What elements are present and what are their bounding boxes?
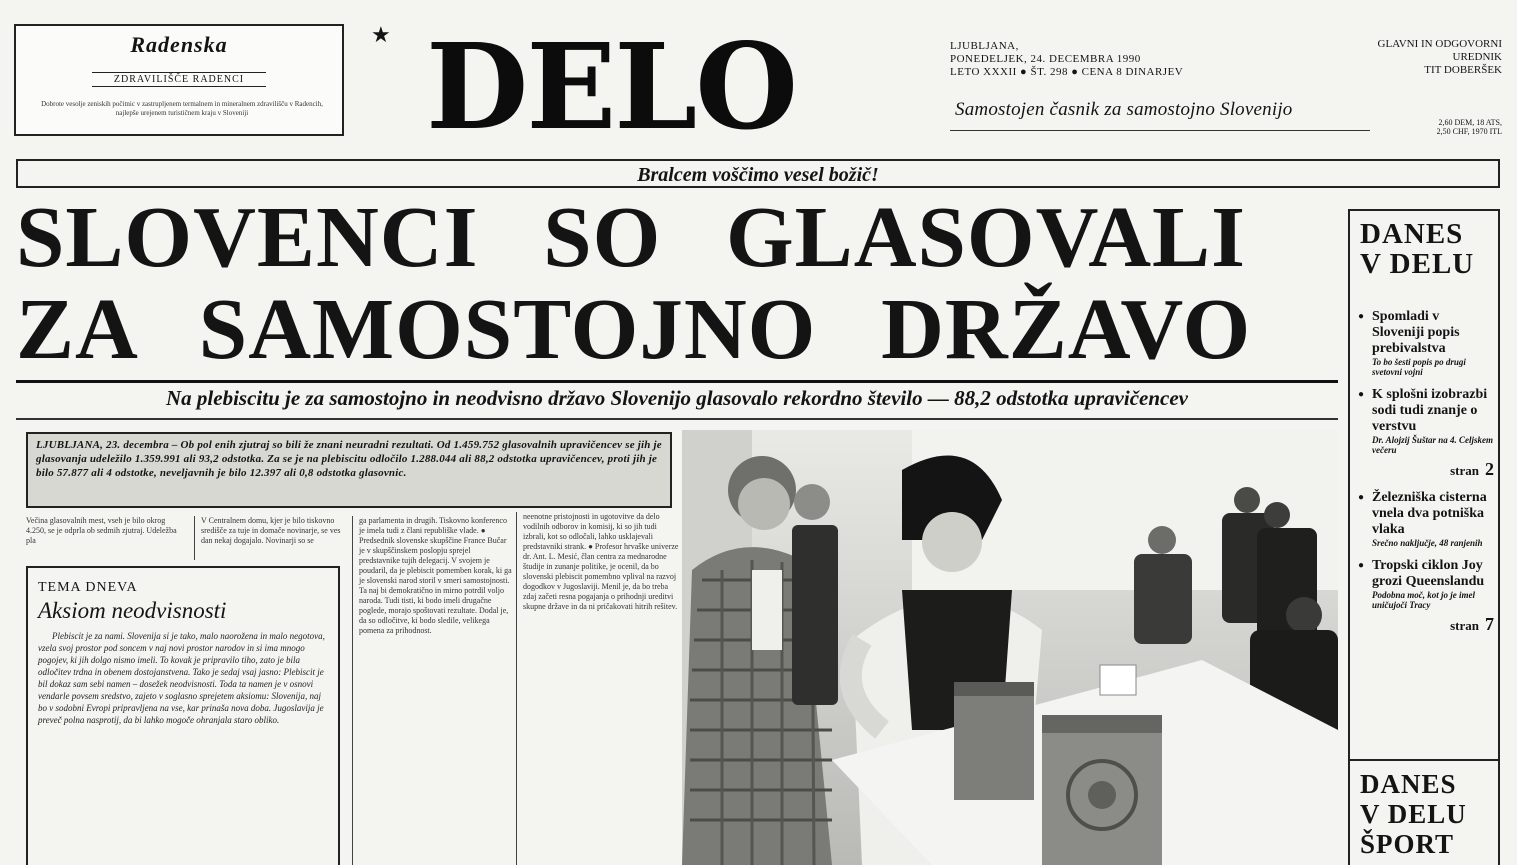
foreign-prices (1400, 118, 1502, 136)
headline-line-2: ZA SAMOSTOJNO DRŽAVO (16, 280, 1252, 377)
sidebar-item-summary: Srečno naključje, 48 ranjenih (1372, 538, 1483, 548)
sport-section-teaser (1350, 759, 1498, 859)
feature-topic-box (26, 566, 340, 865)
sidebar-item-title: ● K splošni izobrazbi sodi tudi znanje o verstvu (1358, 387, 1494, 435)
sport-line-3: ŠPORT (1360, 829, 1455, 859)
editor-role-2: UREDNIK (1452, 51, 1502, 63)
voting-photo-illustration (682, 430, 1338, 865)
editor-name: TIT DOBERŠEK (1424, 64, 1502, 76)
sidebar-item-title: ● Železniška cisterna vnela dva potniška vlaka (1358, 490, 1494, 538)
dateline-city: LJUBLJANA, (950, 40, 1019, 52)
radenska-advertisement (14, 24, 344, 136)
headline-divider (16, 380, 1338, 383)
ad-brand: Radenska (130, 32, 228, 57)
editor-credit (1310, 38, 1502, 77)
newspaper-logo: DELO (426, 17, 797, 156)
editor-role: GLAVNI IN ODGOVORNI (1377, 38, 1502, 50)
page-label: stran (1450, 618, 1479, 633)
subheadline-divider (16, 418, 1338, 420)
page-number: 7 (1485, 614, 1494, 634)
sidebar-title-line-2: V DELU (1360, 248, 1475, 280)
page-label: stran (1450, 463, 1479, 478)
feature-kicker: TEMA DNEVA (38, 580, 138, 595)
article-column-4: neenotne pristojnosti in ugotovitve da delo vodilnih odborov in komisij, ki so jih tudi izbrali, kot so odločali, lahko usklajevali predstavniki strank. ● Profesor hrvaške univerze dr. Ant. L. Mesić, član centra za mednarodne študije in zunanje politike, je ocenil, da bo slovenski plebiscit pomembno vplival na razvoj dogodkov v Jugoslaviji. Menil je, da bo treba zdaj začeti resna pogajanja o prihodnji ureditvi skupne države in da ni pričakovati hitrih rešitev. (516, 512, 681, 865)
star-icon: ★ (371, 22, 391, 47)
sidebar-item-page (1358, 459, 1494, 480)
tagline: Samostojen časnik za samostojno Slovenijo (955, 99, 1293, 120)
dateline-date: PONEDELJEK, 24. DECEMBRA 1990 (950, 53, 1141, 65)
sidebar-item-summary: Podobna moč, kot jo je imel uničujoči Tracy (1372, 590, 1475, 610)
price-line-1: 2,60 DEM, 18 ATS, (1438, 118, 1502, 127)
sidebar-item (1358, 309, 1494, 377)
article-column-3: ga parlamenta in drugih. Tiskovno konferenco je imela tudi z člani republiške vlade. ● Predsednik slovenske skupščine France Bučar je v skupščinskem poslopju sprejel predstavnike tujih delegacij. V svojem je poudaril, da je plebiscit pomemben korak, ki ga je slovenski narod storil v smeri samostojnosti. Ta naj bi demokratično in mirno potrdil voljo naroda. Tudi tisti, ki bodo imeli drugačne poglede, morajo spoštovati rezultate. Dodal je, da so odločitve, ki bodo sledile, velikega pomena za prihodnost. (352, 516, 513, 865)
sidebar-item (1358, 387, 1494, 480)
sidebar-item-page (1358, 614, 1494, 635)
sidebar-list (1358, 309, 1494, 645)
main-headline (16, 188, 1346, 377)
sidebar-item-title: ● Tropski ciklon Joy grozi Queenslandu (1358, 558, 1494, 590)
tagline-divider (950, 130, 1370, 131)
christmas-greeting-banner: Bralcem voščimo vesel božič! (16, 159, 1500, 188)
article-column-1: Večina glasovalnih mest, vseh je bilo okrog 4.250, se je odprla ob sedmih zjutraj. Udeležba pla (26, 516, 177, 545)
headline-line-1: SLOVENCI SO GLASOVALI (16, 188, 1246, 285)
sidebar-title (1360, 219, 1474, 279)
sidebar-item (1358, 490, 1494, 548)
lead-paragraph-box: LJUBLJANA, 23. decembra – Ob pol enih zjutraj so bili že znani neuradni rezultati. Od 1.459.752 glasovalnih upravičencev se jih je glasovanja udeležilo 1.359.991 ali 93,2 odstotka. Za se je na plebiscitu odločilo 1.288.044 ali 88,2 odstotka upravičencev, proti jih je bilo 57.877 ali 4 odstotke, neveljavnih je bilo 12.397 ali 0,8 odstotka glasovnic. (26, 432, 672, 508)
page-number: 2 (1485, 459, 1494, 479)
ad-text: Dobrote vesolje zeniskih počitnic v zastrupljenem termalnem in mineralnem zdravilišču v Radencih, najlepše urejenem turističnem kraju v Sloveniji (41, 100, 323, 117)
sidebar-item-title: ● Spomladi v Sloveniji popis prebivalstva (1358, 309, 1494, 357)
subheadline: Na plebiscitu je za samostojno in neodvisno državo Slovenijo glasovalo rekordno število — 88,2 odstotka upravičencev (166, 386, 1188, 410)
feature-body: Plebiscit je za nami. Slovenija si je tako, malo naorožena in malo negotova, vzela svoj prostor pod soncem v naj novi prostor narodov in si ima mnogo pogojev, ki jih dolgo nismo imeli. To kovak je pripravilo tiho, zato je bila odločitev trdna in obenem dostojanstvena. Tako je sedaj vsaj jasno: Plebiscit je bil dokaz sam sebi namen – dosežek neodvisnosti. Toda ta namen je v osnovi vendarle povsem sredstvo, zajeto v soglasno sprejetem aksiomu: Slovenija, naj bo v sodobni Evropi pripravljena na vse, kar prinaša nova doba. Jugoslavija je preveč polna nasprotij, da bi lahko mogoče ohranjala staro obliko. (38, 631, 325, 725)
today-in-delo-sidebar (1348, 209, 1500, 865)
feature-title: Aksiom neodvisnosti (38, 598, 227, 623)
sidebar-title-line-1: DANES (1360, 218, 1464, 250)
sidebar-item-summary: Dr. Alojzij Šuštar na 4. Celjskem večeru (1372, 435, 1493, 455)
sport-line-2: V DELU (1360, 799, 1467, 829)
dateline-issue: LETO XXXII ● ŠT. 298 ● CENA 8 DINARJEV (950, 66, 1184, 78)
article-column-2: V Centralnem domu, kjer je bilo tiskovno središče za tuje in domače novinarje, se ves dan nekaj dogajalo. Novinarji so se (194, 516, 347, 560)
dateline (950, 40, 1183, 79)
sport-line-1: DANES (1360, 769, 1457, 799)
price-line-2: 2,50 CHF, 1970 ITL (1436, 127, 1502, 136)
sidebar-item-summary: To bo šesti popis po drugi svetovni vojni (1372, 357, 1466, 377)
sidebar-item (1358, 558, 1494, 635)
ad-spa-name: ZDRAVILIŠČE RADENCI (92, 72, 266, 87)
voting-photo (682, 430, 1338, 865)
